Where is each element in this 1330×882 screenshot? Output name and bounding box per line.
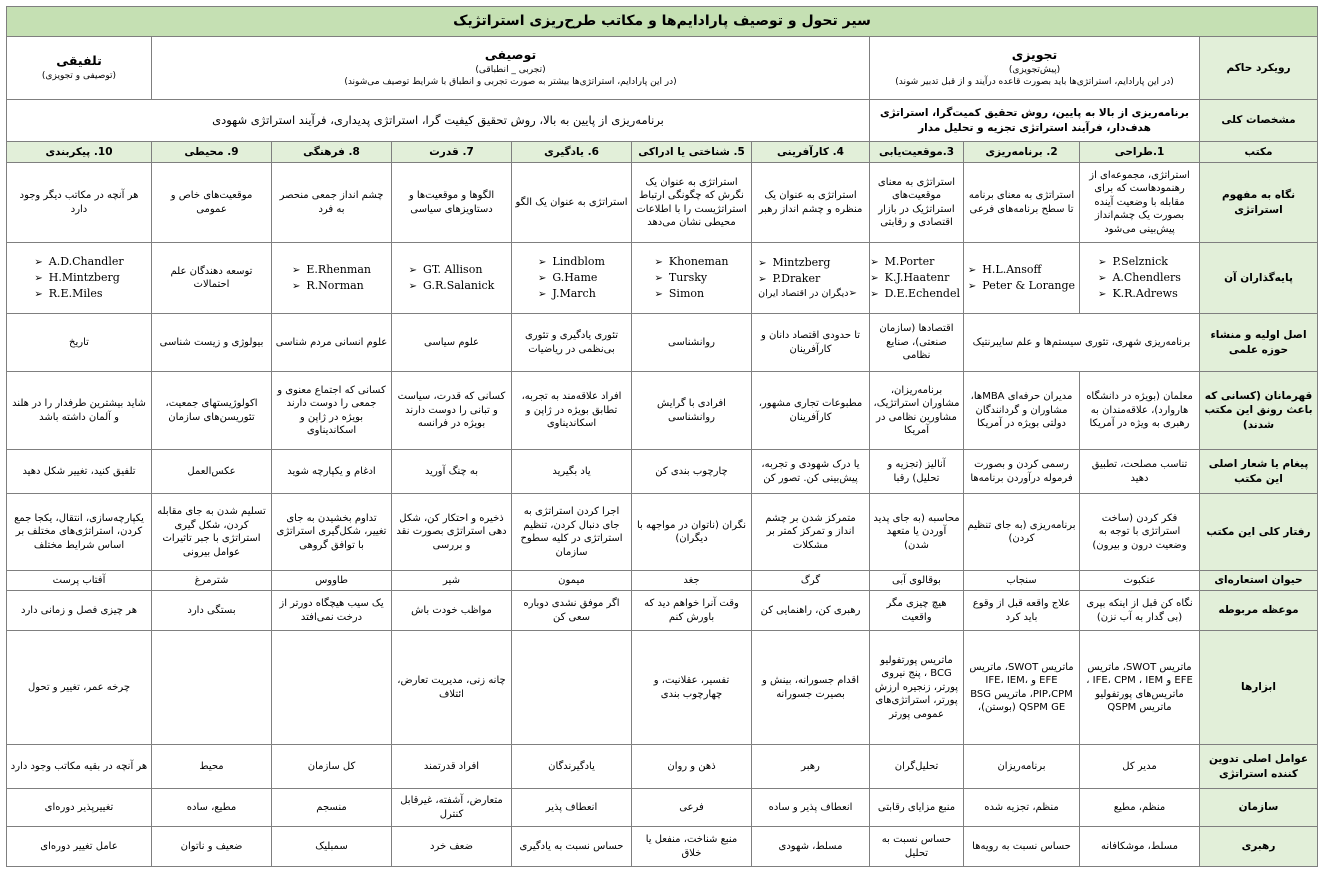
concept-cell: استراتژی، مجموعه‌ای از رهنمودهاست که برای مقابله با وضعیت آینده بصورت یک چشم‌انداز پیش‌بینی می‌شود [1080,163,1200,243]
prescriptive-sub: (پیش‌تجویزی) [1008,65,1061,76]
row-bottom-1 [7,745,1318,789]
row-origins [7,314,1318,372]
animal-cell: جغد [632,571,752,591]
concept-cell: استراتژی به عنوان یک الگو [512,163,632,243]
integrative-sub: (توصیفی و تجویزی) [41,71,117,82]
message-cell: یا درک شهودی و تجربه، پیش‌بینی کن. تصور کن [752,450,870,494]
bottom-cell: مسلط، موشکافانه [1080,827,1200,867]
bottom-cell: فرعی [632,789,752,827]
row-label-tools: ابزارها [1200,631,1318,745]
bottom-cell: مطیع، ساده [152,789,272,827]
founder-name: ➢ P.Draker [758,271,863,287]
founders-list [538,254,605,302]
founder-name: ➢ K.J.Haatenr [870,270,960,286]
bottom-cell: عامل تغییر دوره‌ای [7,827,152,867]
origins-cell: تا حدودی اقتصاد دانان و کارآفرینان [752,314,870,372]
message-cell: ادغام و یکپارچه شوید [272,450,392,494]
row-message [7,450,1318,494]
bottom-cell: هر آنچه در بقیه مکاتب وجود دارد [7,745,152,789]
founder-name: ➢ J.March [538,286,605,302]
row-label-general: مشخصات کلی [1200,100,1318,142]
founders-list [292,262,371,294]
heroes-cell: برنامه‌ریزان، مشاوران استراتژیک، مشاورین نظامی در آمریکا [870,372,964,450]
origins-cell: تئوری یادگیری و تئوری بی‌نظمی در ریاضیات [512,314,632,372]
founders-cell [7,243,152,314]
row-label-heroes: قهرمانان (کسانی که باعث رونق این مکتب شدند) [1200,372,1318,450]
bottom-cell: منظم، تجزیه شده [964,789,1080,827]
heroes-cell: مطبوعات تجاری مشهور، کارآفرینان [752,372,870,450]
founder-name: ➢ G.R.Salanick [409,278,495,294]
founder-name: ➢ Khoneman [655,254,729,270]
row-label-bottom: عوامل اصلی تدوین کننده استراتژی [1200,745,1318,789]
animal-cell: آفتاب پرست [7,571,152,591]
school-name: 4. کارآفرینی [752,142,870,163]
row-bottom-3 [7,827,1318,867]
heroes-cell: شاید بیشترین طرفدار را در هلند و آلمان داشته باشد [7,372,152,450]
message-cell: رسمی کردن و بصورت فرموله درآوردن برنامه‌ها [964,450,1080,494]
bottom-cell: مدیر کل [1080,745,1200,789]
bottom-cell: حساس نسبت به یادگیری [512,827,632,867]
behavior-cell: برنامه‌ریزی (به جای تنظیم کردن) [964,494,1080,571]
integrative-name: تلفیقی [56,53,102,69]
behavior-cell: فکر کردن (ساخت استراتژی با توجه به وضعیت درون و بیرون) [1080,494,1200,571]
bottom-cell: برنامه‌ریزان [964,745,1080,789]
concept-cell: استراتژی به عنوان یک نگرش که چگونگی ارتباط استراتژیست را با اطلاعات محیطی نشان می‌دهد [632,163,752,243]
founder-name: ➢ A.D.Chandler [34,254,123,270]
row-label-message: پیغام یا شعار اصلی این مکتب [1200,450,1318,494]
founder-name: ➢ R.Norman [292,278,371,294]
message-cell: تناسب مصلحت، تطبیق دهید [1080,450,1200,494]
bottom-cell: منبع شناخت، منفعل یا خلاق [632,827,752,867]
concept-cell: استراتژی به معنای برنامه تا سطح برنامه‌های فرعی [964,163,1080,243]
founders-cell [272,243,392,314]
origins-cell: اقتصادها (سازمان صنعتی)، صنایع نظامی [870,314,964,372]
founder-name: ➢ P.Selznick [1098,254,1181,270]
row-label-behavior: رفتار کلی این مکتب [1200,494,1318,571]
founder-name: ➢ M.Porter [870,254,960,270]
moral-cell: وقت آنرا خواهم دید که باورش کنم [632,591,752,631]
founder-name: ➢ D.E.Echendel [870,286,960,302]
founder-name: ➢ دیگران در اقتصاد ایران [758,287,863,301]
origins-cell: روانشناسی [632,314,752,372]
row-behavior [7,494,1318,571]
founders-cell [152,243,272,314]
founder-name: ➢ Lindblom [538,254,605,270]
row-animal [7,571,1318,591]
moral-cell: یک سیب هیچگاه دورتر از درخت نمی‌افتد [272,591,392,631]
message-cell: چارچوب بندی کن [632,450,752,494]
message-cell: به چنگ آورید [392,450,512,494]
founders-cell [1080,243,1200,314]
integrative-approach [7,37,152,100]
bottom-cell: متعارض، آشفته، غیرقابل کنترل [392,789,512,827]
tools-cell: اقدام جسورانه، بینش و بصیرت جسورانه [752,631,870,745]
bottom-cell: محیط [152,745,272,789]
behavior-cell: ذخیره و احتکار کن، شکل دهی استراتژی بصورت نقد و بررسی [392,494,512,571]
descriptive-note: (در این پارادایم، استراتژی‌ها بیشتر به صورت تجربی و انطباق با شرایط توصیف می‌شوند) [344,77,677,88]
tools-cell: ماتریس SWOT، ماتریس EFE و IFE، IEM، PIP،CPM، ماتریس BSG QSPM GE (بوستن)، [964,631,1080,745]
heroes-cell: افرادی با گرایش روانشناسی [632,372,752,450]
tools-cell: چرخه عمر، تغییر و تحول [7,631,152,745]
row-label-school: مکتب [1200,142,1318,163]
bottom-cell: رهبر [752,745,870,789]
behavior-cell: یکپارچه‌سازی، انتقال، یکجا جمع کردن، استراتژی‌های مختلف بر اساس شرایط مختلف [7,494,152,571]
school-name: 5. شناختی یا ادراکی [632,142,752,163]
bottom-cell: ذهن و روان [632,745,752,789]
prescriptive-general: برنامه‌ریزی از بالا به پایین، روش تحقیق کمیت‌گرا، استراتژی هدف‌دار، فرآیند استراتژی تجزیه و تحلیل مدار [870,100,1200,142]
animal-cell: طاووس [272,571,392,591]
tools-cell [512,631,632,745]
founder-name: ➢ A.Chendlers [1098,270,1181,286]
moral-cell: مواظب خودت باش [392,591,512,631]
row-label-bottom: سازمان [1200,789,1318,827]
concept-cell: استراتژی به عنوان یک منظره و چشم انداز رهبر [752,163,870,243]
bottom-cell: انعطاف پذیر و ساده [752,789,870,827]
bottom-cell: تحلیل‌گران [870,745,964,789]
origins-cell: تاریخ [7,314,152,372]
school-name: 2. برنامه‌ریزی [964,142,1080,163]
founders-list [870,254,960,302]
origins-cell: علوم انسانی مردم شناسی [272,314,392,372]
founders-list [409,262,495,294]
message-cell: عکس‌العمل [152,450,272,494]
founders-cell [752,243,870,314]
behavior-cell: تسلیم شدن به جای مقابله کردن، شکل گیری استراتژی با جبر تاثیرات عوامل بیرونی [152,494,272,571]
row-moral [7,591,1318,631]
tools-cell: چانه زنی، مدیریت تعارض، ائتلاف [392,631,512,745]
row-label-founders: پایه‌گذاران آن [1200,243,1318,314]
moral-cell: علاج واقعه قبل از وقوع باید کرد [964,591,1080,631]
concept-cell: الگوها و موقعیت‌ها و دستاویزهای سیاسی [392,163,512,243]
animal-cell: سنجاب [964,571,1080,591]
moral-cell: اگر موفق نشدی دوباره سعی کن [512,591,632,631]
origins-cell: علوم سیاسی [392,314,512,372]
bottom-cell: تغییرپذیر دوره‌ای [7,789,152,827]
origins-cell: بیولوژی و زیست شناسی [152,314,272,372]
animal-cell: بوقالوی آبی [870,571,964,591]
founders-list [968,262,1075,294]
founders-list [655,254,729,302]
row-schools [7,142,1318,163]
row-label-bottom: رهبری [1200,827,1318,867]
founders-list [1098,254,1181,302]
founder-name: ➢ Peter & Lorange [968,278,1075,294]
heroes-cell: مدیران حرفه‌ای MBAها، مشاوران و گردانندگان دولتی بویژه در آمریکا [964,372,1080,450]
animal-cell: گرگ [752,571,870,591]
concept-cell: استراتژی به معنای موقعیت‌های استراتژیک در بازار اقتصادی و رقابتی [870,163,964,243]
founders-list [758,255,863,301]
row-heroes [7,372,1318,450]
founders-list [34,254,123,302]
moral-cell: رهبری کن، راهنمایی کن [752,591,870,631]
school-name: 9. محیطی [152,142,272,163]
prescriptive-approach [870,37,1200,100]
founder-name: ➢ H.Mintzberg [34,270,123,286]
row-founders [7,243,1318,314]
row-tools [7,631,1318,745]
message-cell: یاد بگیرید [512,450,632,494]
heroes-cell: اکولوژیستهای جمعیت، تئوریسن‌های سازمان [152,372,272,450]
row-label-origins: اصل اولیه و منشاء حوزه علمی [1200,314,1318,372]
row-label-concept: نگاه به مفهوم استراتژی [1200,163,1318,243]
moral-cell: هر چیزی فصل و زمانی دارد [7,591,152,631]
animal-cell: شترمرغ [152,571,272,591]
behavior-cell: نگران (ناتوان در مواجهه با دیگران) [632,494,752,571]
prescriptive-name: تجویزی [1011,47,1058,63]
animal-cell: عنکبوت [1080,571,1200,591]
origins-cell: برنامه‌ریزی شهری، تئوری سیستم‌ها و علم سایبرنتیک [964,314,1200,372]
tools-cell: ماتریس پورتفولیو BCG ، پنج نیروی پورتر، زنجیره ارزش پورتر، استراتژی‌های عمومی پورتر [870,631,964,745]
bottom-cell: انعطاف پذیر [512,789,632,827]
row-bottom-2 [7,789,1318,827]
heroes-cell: کسانی که اجتماع معنوی و جمعی را دوست دارند بویژه در ژاپن و اسکاندیناوی [272,372,392,450]
behavior-cell: محاسبه (به جای پدید آوردن یا متعهد شدن) [870,494,964,571]
tools-cell [152,631,272,745]
founder-name: ➢ E.Rhenman [292,262,371,278]
behavior-cell: تداوم بخشیدن به جای تغییر، شکل‌گیری استراتژی با توافق گروهی [272,494,392,571]
strategy-schools-document [6,6,1317,867]
moral-cell: هیچ چیزی مگر واقعیت [870,591,964,631]
descriptive-name: توصیفی [484,47,537,63]
founder-name: ➢ G.Hame [538,270,605,286]
tools-cell [272,631,392,745]
founder-name: ➢ R.E.Miles [34,286,123,302]
behavior-cell: متمرکز شدن بر چشم انداز و تمرکز کمتر بر مشکلات [752,494,870,571]
heroes-cell: معلمان (بویژه در دانشگاه هاروارد)، علاقه‌مندان به رهبری به ویژه در آمریکا [1080,372,1200,450]
bottom-cell: ضعف خرد [392,827,512,867]
founder-name: ➢ H.L.Ansoff [968,262,1075,278]
bottom-cell: ضعیف و ناتوان [152,827,272,867]
behavior-cell: اجرا کردن استراتژی به جای دنبال کردن، تنظیم استراتژی در کلیه سطوح سازمان [512,494,632,571]
founder-name: ➢ K.R.Adrews [1098,286,1181,302]
founders-cell [392,243,512,314]
message-cell: تلفیق کنید، تغییر شکل دهید [7,450,152,494]
descriptive-approach [152,37,870,100]
row-label-moral: موعظه مربوطه [1200,591,1318,631]
bottom-cell: منظم، مطیع [1080,789,1200,827]
animal-cell: شیر [392,571,512,591]
prescriptive-note: (در این پارادایم، استراتژی‌ها باید بصورت قاعده درآیند و از قبل تدبیر شوند) [895,77,1174,88]
school-name: 10. پیکربندی [7,142,152,163]
message-cell: آنالیز (تجزیه و تحلیل) رقبا [870,450,964,494]
tools-cell: تفسیر، عقلانیت، و چهارچوب بندی [632,631,752,745]
concept-cell: چشم انداز جمعی منحصر به فرد [272,163,392,243]
concept-cell: هر آنچه در مکاتب دیگر وجود دارد [7,163,152,243]
descriptive-general: برنامه‌ریزی از پایین به بالا، روش تحقیق کیفیت گرا، استراتژی پدیداری، فرآیند استراتژی شهودی [7,100,870,142]
bottom-cell: منسجم [272,789,392,827]
founder-name: ➢ GT. Allison [409,262,495,278]
descriptive-sub: (تجربی _ انطباقی) [475,65,546,76]
tools-cell: ماتریس SWOT، ماتریس EFE و IFE، CPM ، IEM ، ماتریس‌های پورتفولیو ماتریس QSPM [1080,631,1200,745]
animal-cell: میمون [512,571,632,591]
school-name: 7. قدرت [392,142,512,163]
concept-cell: موقعیت‌های خاص و عمومی [152,163,272,243]
founder-name: ➢ Tursky [655,270,729,286]
heroes-cell: کسانی که قدرت، سیاست و تبانی را دوست دارند بویژه در فرانسه [392,372,512,450]
bottom-cell: حساس نسبت به رویه‌ها [964,827,1080,867]
row-label-animal: حیوان استعاره‌ای [1200,571,1318,591]
bottom-cell: حساس نسبت به تحلیل [870,827,964,867]
bottom-cell: یادگیرندگان [512,745,632,789]
founders-cell [870,243,964,314]
row-concept [7,163,1318,243]
moral-cell: نگاه کن قبل از اینکه بپری (بی گدار به آب نزن) [1080,591,1200,631]
bottom-cell: کل سازمان [272,745,392,789]
bottom-cell: مسلط، شهودی [752,827,870,867]
bottom-cell: سمبلیک [272,827,392,867]
bottom-cell: منبع مزایای رقابتی [870,789,964,827]
founders-text: توسعه دهندگان علم احتمالات [170,265,253,290]
schools-table [6,6,1318,867]
moral-cell: بستگی دارد [152,591,272,631]
bottom-cell: افراد قدرتمند [392,745,512,789]
school-name: 8. فرهنگی [272,142,392,163]
founder-name: ➢ Mintzberg [758,255,863,271]
heroes-cell: افراد علاقه‌مند به تجربه، تطابق بویژه در ژاپن و اسکاندیناوی [512,372,632,450]
table-title: سیر تحول و توصیف پارادایم‌ها و مکاتب طرح‌ریزی استراتژیک [7,7,1318,37]
school-name: 1.طراحی [1080,142,1200,163]
row-label-approach: رویکرد حاکم [1200,37,1318,100]
school-name: 6. یادگیری [512,142,632,163]
founders-cell [964,243,1080,314]
school-name: 3.موقعیت‌یابی [870,142,964,163]
founder-name: ➢ Simon [655,286,729,302]
founders-cell [512,243,632,314]
founders-cell [632,243,752,314]
